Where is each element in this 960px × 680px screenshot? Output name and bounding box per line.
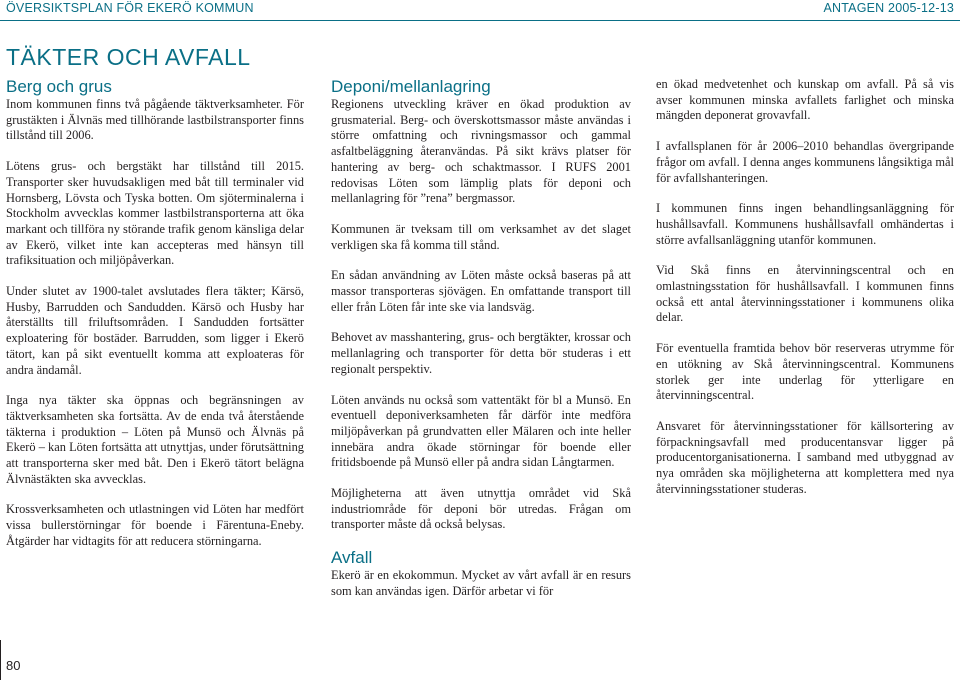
paragraph: Ansvaret för återvinningsstationer för källsortering av förpackningsavfall med producentansvar ligger på producentorganisationerna. I samband med utbyggnad av nya områden ska möjligheterna att komplettera med nya återvinningsstationer studeras. <box>656 418 954 496</box>
paragraph: Krossverksamheten och utlastningen vid Löten har medfört vissa bullerstörningar för boende i Färentuna-Eneby. Åtgärder har vidtagits för att reducera störningarna. <box>6 502 304 548</box>
paragraph: Möjligheterna att även utnyttja området vid Skå industriområde för deponi bör utredas. Frågan om transporter måste då också belysas. <box>331 486 631 532</box>
footer-rule <box>0 640 1 680</box>
header-rule <box>0 20 960 21</box>
paragraph: Under slutet av 1900-talet avslutades flera täkter; Kärsö, Husby, Barrudden och Sandudden. Kärsö och Husby har återställts till friluftsområden. I Sandudden fortsätter exploatering för bostäder. Barrudden, som ligger i Ekerö tätort, kan på sikt eventuellt komma att exploateras för andra ändamål. <box>6 284 304 377</box>
paragraph: Regionens utveckling kräver en ökad produktion av grusmaterial. Berg- och överskottsmassor måste användas i större omfattning och rivningsmassor och gammal asfaltbeläggning återanvändas. På sikt krävs platser för hantering av berg- och schaktmassor. I RUFS 2001 redovisas Löten som lämplig plats för deponi och mellanlagring för ”rena” bergmassor. <box>331 97 631 206</box>
paragraph: Lötens grus- och bergstäkt har tillstånd till 2015. Transporter sker huvudsakligen med båt till terminaler vid Hornsberg, Lövsta och Tyska botten. Om sjöterminalerna i Stockholm avvecklas kommer lastbilstransporterna att öka markant och tillföra ny störande trafik genom känsliga delar av Ekerö, vilket inte kan accepteras med hänsyn till trafiksituation och miljöpåverkan. <box>6 159 304 268</box>
paragraph: Vid Skå finns en återvinningscentral och en omlastningsstation för hushållsavfall. I kommunen finns också ett antal återvinningsstationer i kommunens olika delar. <box>656 263 954 325</box>
column-1 <box>6 77 304 565</box>
paragraph: Inom kommunen finns två pågående täktverksamheter. För grustäkten i Älvnäs med tillhörande lastbilstransporter finns tillstånd till 2006. <box>6 97 304 143</box>
column-2 <box>331 77 631 615</box>
section-heading-avfall: Avfall <box>331 548 373 568</box>
paragraph: För eventuella framtida behov bör reserveras utrymme för en utökning av Skå återvinningscentral. Kommunens storlek ger inte underlag för ytterligare en återvinningscentral. <box>656 341 954 403</box>
page-number: 80 <box>6 658 21 673</box>
page-title: TÄKTER OCH AVFALL <box>6 44 251 70</box>
section-heading-deponi: Deponi/mellanlagring <box>331 77 491 96</box>
paragraph: en ökad medvetenhet och kunskap om avfall. På så vis avser kommunen minska avfallets farlighet och minska mängden deponerat grovavfall. <box>656 77 954 123</box>
paragraph: Ekerö är en ekokommun. Mycket av vårt avfall är en resurs som kan användas igen. Därför arbetar vi för <box>331 568 631 598</box>
column-3 <box>656 77 954 512</box>
paragraph: En sådan användning av Löten måste också baseras på att massor transporteras sjövägen. En omfattande transport till eller från Löten får inte ske via landsväg. <box>331 268 631 314</box>
paragraph: Inga nya täkter ska öppnas och begränsningen av täktverksamheten ska fortsätta. Av de enda två återstående täkterna i produktion – Löten på Munsö och Älvnäs på Ekerö – kan Löten fortsätta att utnyttjas, under förutsättning att transporterna sker med båt. Den i Ekerö tätort belägna Älvnästäkten ska avvecklas. <box>6 393 304 486</box>
section-heading-berg-och-grus: Berg och grus <box>6 77 112 96</box>
paragraph: Löten används nu också som vattentäkt för bl a Munsö. En eventuell deponiverksamheten får därför inte medföra miljöpåverkan på grundvatten eller Mälaren och inte heller innebära andra ökade störningar för boende eller fritidsboende på Munsö eller på andra sidan Långtarmen. <box>331 392 631 470</box>
header-document-title: ÖVERSIKTSPLAN FÖR EKERÖ KOMMUN <box>6 1 254 15</box>
running-header <box>0 0 960 17</box>
paragraph: Behovet av masshantering, grus- och bergtäkter, krossar och mellanlagring och transporter för detta bör studeras i ett regionalt perspektiv. <box>331 330 631 376</box>
paragraph: Kommunen är tveksam till om verksamhet av det slaget verkligen ska få komma till stånd. <box>331 221 631 252</box>
header-adoption-date: ANTAGEN 2005-12-13 <box>823 1 954 15</box>
paragraph: I kommunen finns ingen behandlingsanläggning för hushållsavfall. Kommunens hushållsavfall omhändertas i större avfallsanläggning utanför kommunen. <box>656 201 954 247</box>
paragraph: I avfallsplanen för år 2006–2010 behandlas övergripande frågor om avfall. I denna anges kommunens långsiktiga mål för avfallshanteringen. <box>656 139 954 185</box>
